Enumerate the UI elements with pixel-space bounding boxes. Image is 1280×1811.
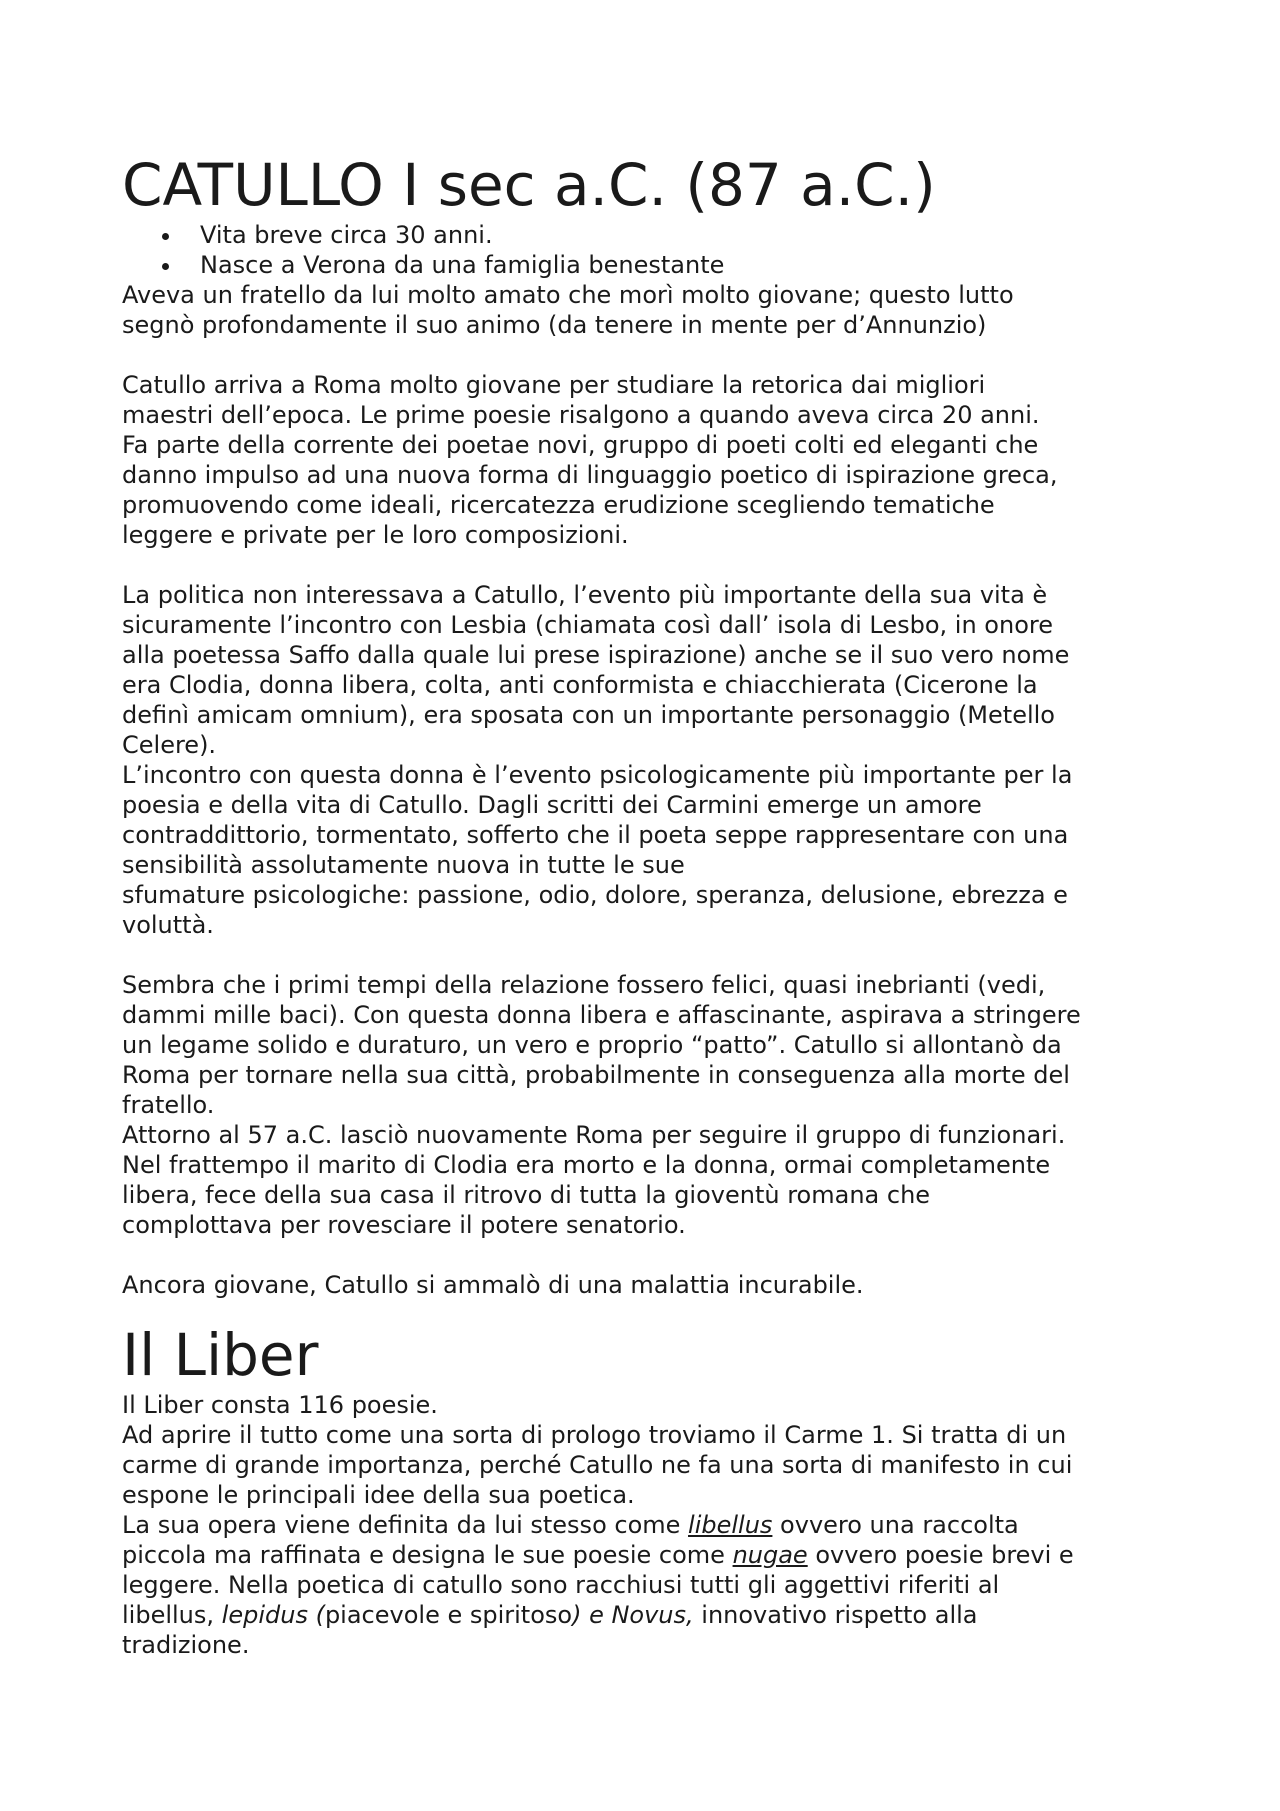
- text-line: complottava per rovesciare il potere senatorio.: [122, 1211, 686, 1239]
- text-line: Il Liber consta 116 poesie.: [122, 1391, 438, 1419]
- text-line: alla poetessa Saffo dalla quale lui prese ispirazione) anche se il suo vero nome: [122, 641, 1070, 669]
- bullet-icon: [162, 233, 169, 240]
- text-line: Catullo arriva a Roma molto giovane per studiare la retorica dai migliori: [122, 371, 986, 399]
- list-item: Nasce a Verona da una famiglia benestante: [122, 250, 1172, 280]
- text-line: carme di grande importanza, perché Catullo ne fa una sorta di manifesto in cui: [122, 1451, 1073, 1479]
- page-title: CATULLO I sec a.C. (87 a.C.): [122, 151, 936, 219]
- text-line: espone le principali idee della sua poetica.: [122, 1481, 635, 1509]
- paragraph-rome: [122, 370, 1172, 550]
- text-line: sicuramente l’incontro con Lesbia (chiamata così dall’ isola di Lesbo, in onore: [122, 611, 1053, 639]
- paragraph-liber: [122, 1390, 1172, 1510]
- text-line: Ad aprire il tutto come una sorta di prologo troviamo il Carme 1. Si tratta di un: [122, 1421, 1067, 1449]
- text-line: leggere. Nella poetica di catullo sono racchiusi tutti gli aggettivi riferiti al: [122, 1571, 1000, 1599]
- text-line: danno impulso ad una nuova forma di linguaggio poetico di ispirazione greca,: [122, 461, 1058, 489]
- text-line: maestri dell’epoca. Le prime poesie risalgono a quando aveva circa 20 anni.: [122, 401, 1040, 429]
- paragraph-libellus: [122, 1510, 1172, 1660]
- text-line: Aveva un fratello da lui molto amato che morì molto giovane; questo lutto: [122, 281, 1014, 309]
- text-line: era Clodia, donna libera, colta, anti conformista e chiacchierata (Cicerone la: [122, 671, 1038, 699]
- text-line: fratello.: [122, 1091, 215, 1119]
- term-nugae: nugae: [732, 1541, 808, 1569]
- text-line: libera, fece della sua casa il ritrovo di tutta la gioventù romana che: [122, 1181, 931, 1209]
- text-line: Sembra che i primi tempi della relazione fossero felici, quasi inebrianti (vedi,: [122, 971, 1046, 999]
- text-line: definì amicam omnium), era sposata con un importante personaggio (Metello: [122, 701, 1055, 729]
- paragraph-brother: [122, 280, 1172, 340]
- text-line: Ancora giovane, Catullo si ammalò di una malattia incurabile.: [122, 1271, 864, 1299]
- text-line: promuovendo come ideali, ricercatezza erudizione scegliendo tematiche: [122, 491, 995, 519]
- text-line: L’incontro con questa donna è l’evento psicologicamente più importante per la: [122, 761, 1073, 789]
- paragraph-illness: [122, 1270, 1172, 1300]
- text-line: Nel frattempo il marito di Clodia era morto e la donna, ormai completamente: [122, 1151, 1051, 1179]
- text-line: segnò profondamente il suo animo (da tenere in mente per d’Annunzio): [122, 311, 987, 339]
- term-libellus: libellus: [688, 1511, 773, 1539]
- text-line: piccola ma raffinata e designa le sue poesie come nugae ovvero poesie brevi e: [122, 1541, 1074, 1569]
- text-line: sfumature psicologiche: passione, odio, dolore, speranza, delusione, ebrezza e: [122, 881, 1068, 909]
- text-line: voluttà.: [122, 911, 214, 939]
- text-line: tradizione.: [122, 1631, 250, 1659]
- text-line: leggere e private per le loro composizioni.: [122, 521, 629, 549]
- text-line: dammi mille baci). Con questa donna libera e affascinante, aspirava a stringere: [122, 1001, 1081, 1029]
- text-line: Attorno al 57 a.C. lasciò nuovamente Roma per seguire il gruppo di funzionari.: [122, 1121, 1066, 1149]
- bullet-list: [122, 220, 1172, 280]
- text-line: sensibilità assolutamente nuova in tutte le sue: [122, 851, 685, 879]
- text-line: libellus, lepidus (piacevole e spiritoso) e Novus, innovativo rispetto alla: [122, 1601, 978, 1629]
- paragraph-relationship: [122, 970, 1172, 1240]
- text-line: Fa parte della corrente dei poetae novi, gruppo di poeti colti ed eleganti che: [122, 431, 1039, 459]
- paragraph-lesbia: [122, 580, 1172, 940]
- text-line: contraddittorio, tormentato, sofferto che il poeta seppe rappresentare con una: [122, 821, 1069, 849]
- text-line: Roma per tornare nella sua città, probabilmente in conseguenza alla morte del: [122, 1061, 1070, 1089]
- section-title-liber: Il Liber: [122, 1321, 319, 1389]
- list-item: Vita breve circa 30 anni.: [122, 220, 1172, 250]
- text-line: La politica non interessava a Catullo, l’evento più importante della sua vita è: [122, 581, 1048, 609]
- document-page: [122, 150, 1172, 1660]
- text-line: La sua opera viene definita da lui stesso come libellus ovvero una raccolta: [122, 1511, 1019, 1539]
- bullet-icon: [162, 263, 169, 270]
- text-line: poesia e della vita di Catullo. Dagli scritti dei Carmini emerge un amore: [122, 791, 982, 819]
- text-line: Celere).: [122, 731, 217, 759]
- text-line: un legame solido e duraturo, un vero e proprio “patto”. Catullo si allontanò da: [122, 1031, 1062, 1059]
